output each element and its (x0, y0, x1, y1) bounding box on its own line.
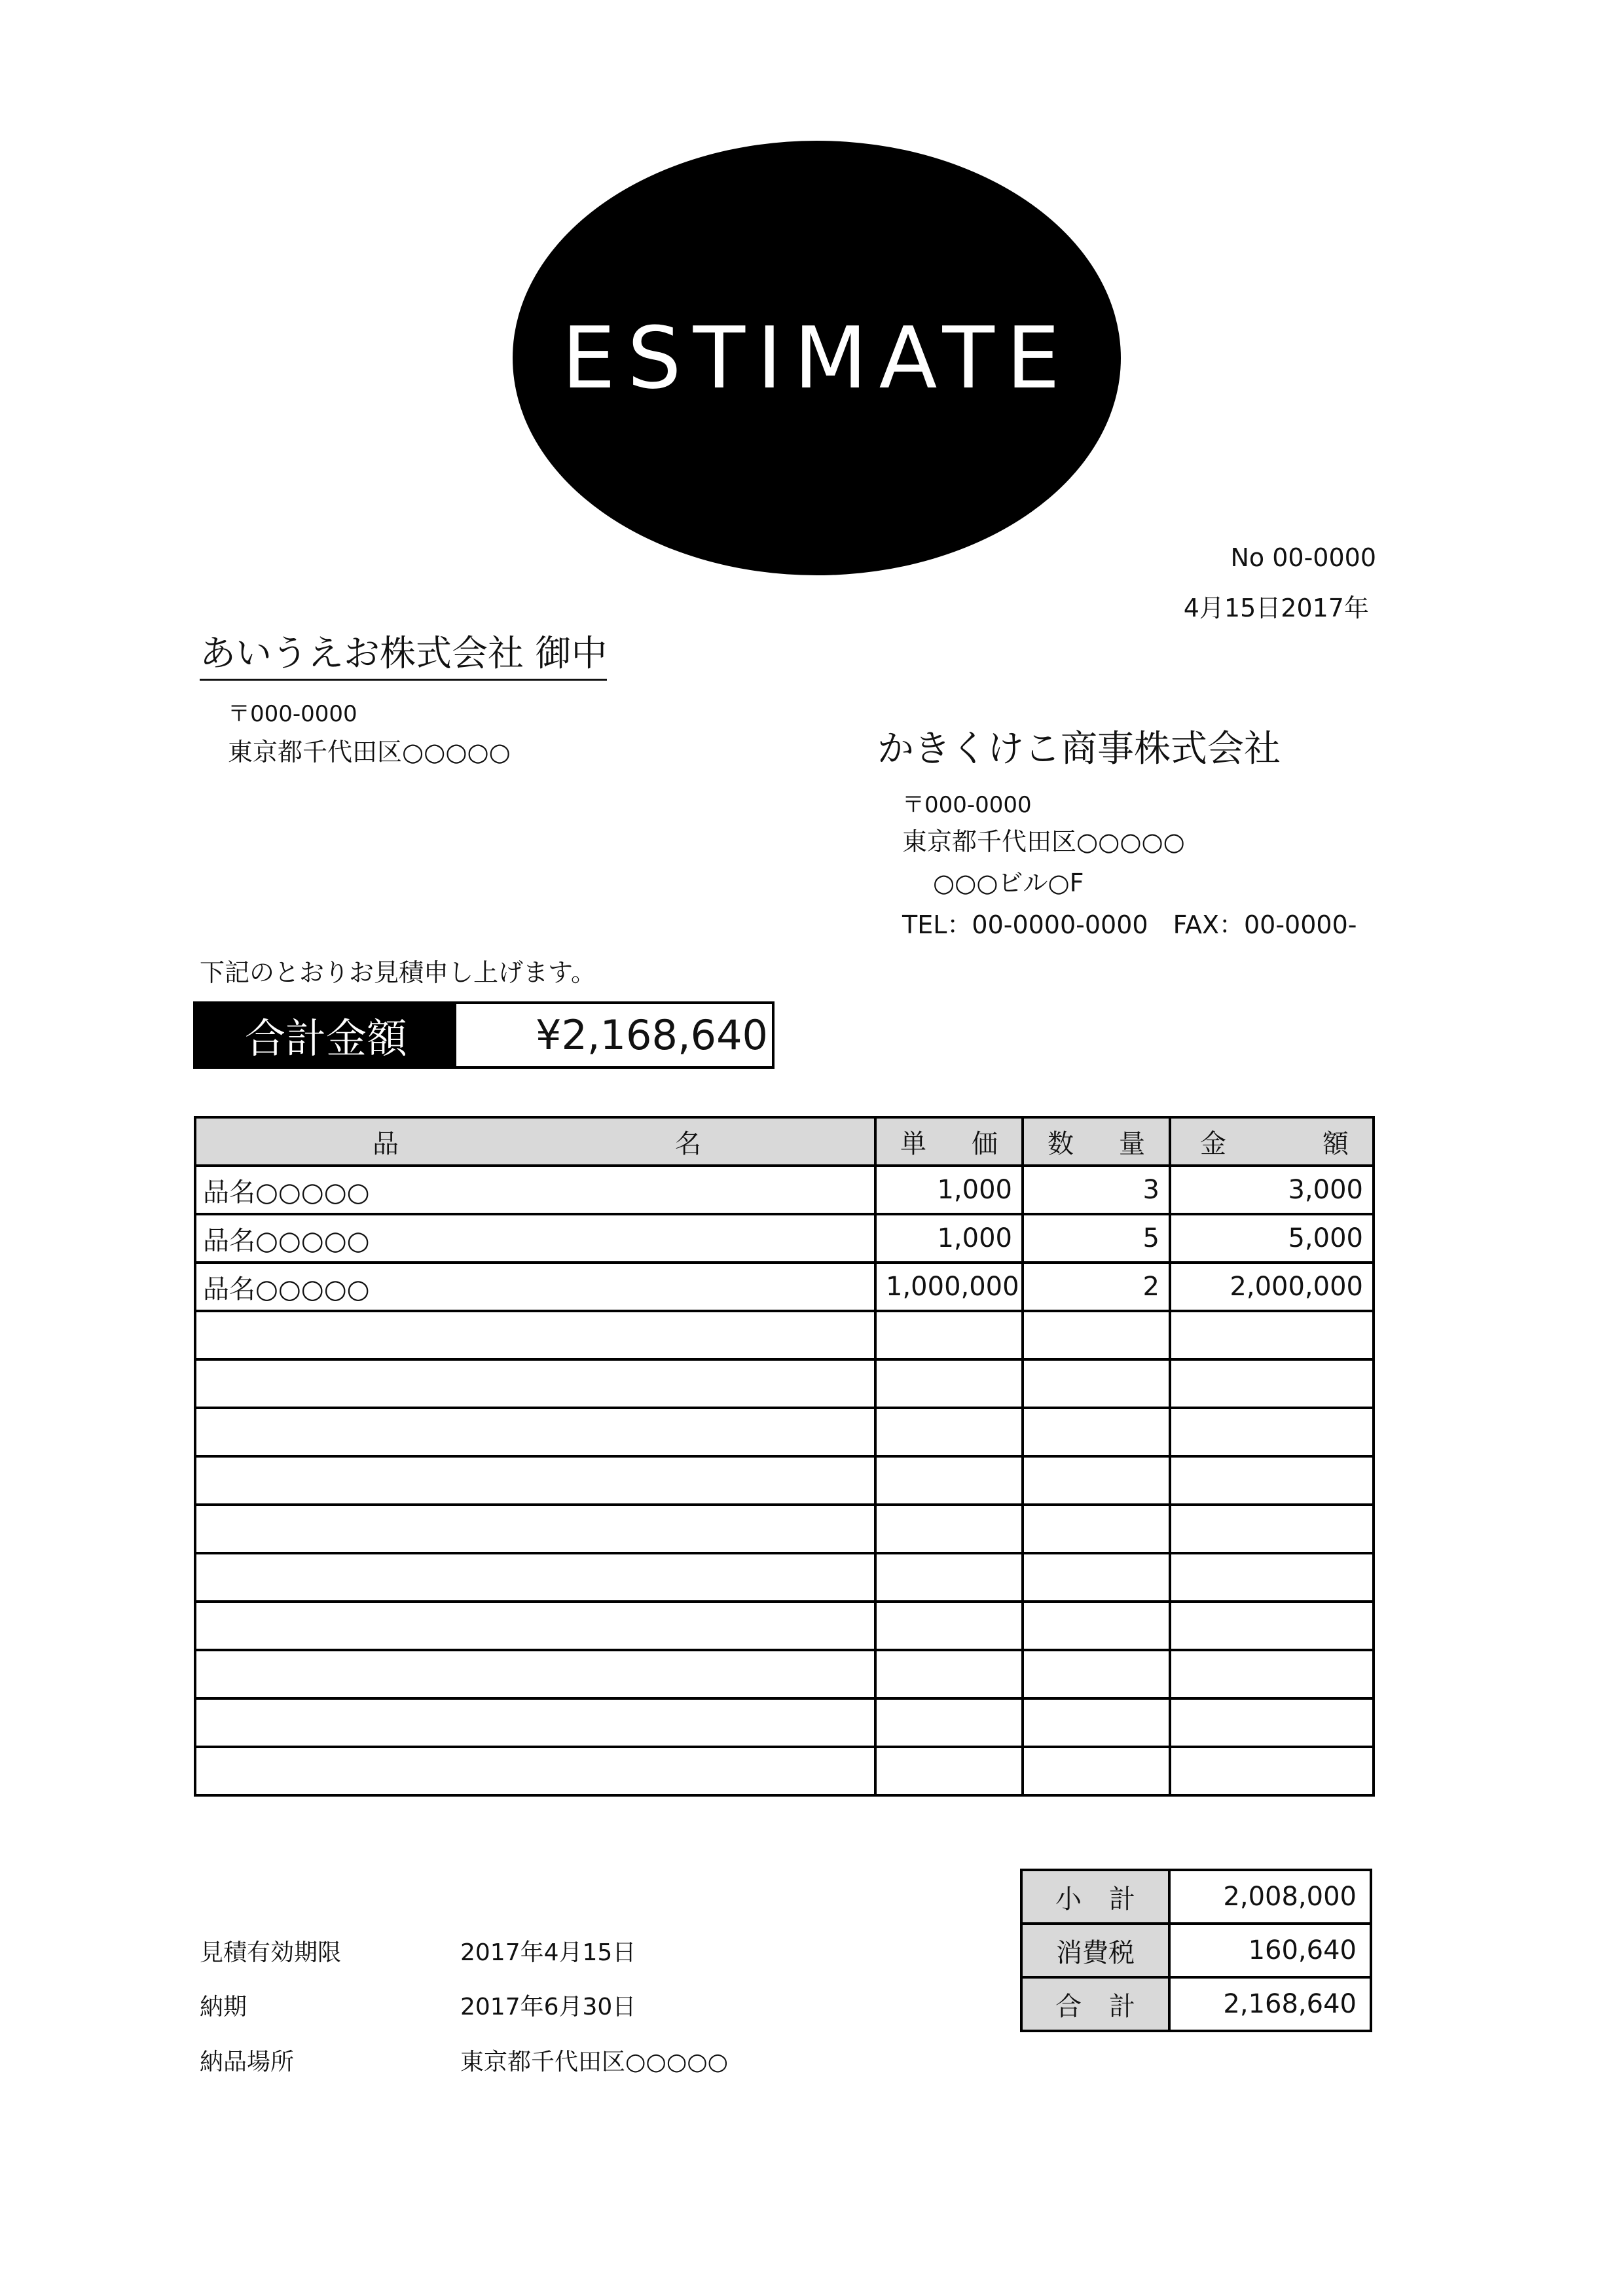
total-amount-box (193, 1001, 775, 1069)
header-quantity-char2: 量 (1119, 1128, 1145, 1159)
delivery-label: 納期 (200, 1994, 247, 2020)
header-item-name (195, 1117, 875, 1166)
subtotal-label-char1: 小 (1055, 1884, 1082, 1914)
table-row-empty (195, 1602, 1374, 1650)
delivery-place-label: 納品場所 (200, 2049, 295, 2075)
table-row (195, 1263, 1374, 1311)
tax-label: 消費税 (1021, 1924, 1169, 1977)
summary-table (1020, 1869, 1372, 2032)
intro-text: 下記のとおりお見積申し上げます。 (200, 958, 596, 987)
grand-total-label-char2: 計 (1109, 1991, 1135, 2022)
header-amount-char1: 金 (1200, 1128, 1226, 1159)
item-amount: 3,000 (1170, 1166, 1374, 1214)
header-unit-price (875, 1117, 1023, 1166)
subtotal-label-char2: 計 (1109, 1884, 1135, 1914)
table-row-empty (195, 1359, 1374, 1408)
item-unit-price: 1,000 (875, 1166, 1023, 1214)
document-number: No 00-0000 (1230, 543, 1376, 572)
header-unit-price-char2: 価 (972, 1128, 998, 1159)
table-row-empty (195, 1650, 1374, 1698)
client-address: 東京都千代田区○○○○○ (228, 738, 511, 766)
tax-value: 160,640 (1169, 1924, 1371, 1977)
header-quantity (1023, 1117, 1170, 1166)
header-amount-char2: 額 (1322, 1128, 1349, 1159)
header-item-name-char2: 名 (675, 1128, 701, 1159)
table-header-row (195, 1117, 1374, 1166)
header-amount (1170, 1117, 1374, 1166)
subtotal-value: 2,008,000 (1169, 1870, 1371, 1924)
validity-label: 見積有効期限 (200, 1939, 342, 1966)
document-date: 4月15日2017年 (1183, 594, 1369, 622)
item-name: 品名○○○○○ (195, 1263, 875, 1311)
item-quantity: 3 (1023, 1166, 1170, 1214)
validity-value: 2017年4月15日 (460, 1939, 636, 1966)
grand-total-label-char1: 合 (1055, 1991, 1082, 2022)
item-quantity: 5 (1023, 1214, 1170, 1263)
item-amount: 5,000 (1170, 1214, 1374, 1263)
issuer-name: かきくけこ商事株式会社 (877, 728, 1281, 770)
issuer-building: ○○○ビル○F (933, 869, 1084, 897)
table-row-empty (195, 1747, 1374, 1795)
header-unit-price-char1: 単 (900, 1128, 926, 1159)
table-row (195, 1214, 1374, 1263)
table-row-empty (195, 1408, 1374, 1456)
item-name: 品名○○○○○ (195, 1214, 875, 1263)
item-amount: 2,000,000 (1170, 1263, 1374, 1311)
table-row-empty (195, 1553, 1374, 1602)
items-table (194, 1116, 1375, 1797)
delivery-place-value: 東京都千代田区○○○○○ (460, 2049, 729, 2075)
total-amount-value: ¥2,168,640 (536, 1011, 768, 1059)
issuer-address: 東京都千代田区○○○○○ (902, 827, 1185, 856)
table-row-empty (195, 1311, 1374, 1359)
issuer-contact: TEL：00-0000-0000 FAX：00-0000- (902, 910, 1357, 939)
issuer-postal: 〒000-0000 (902, 792, 1032, 818)
total-amount-label: 合計金額 (196, 1004, 456, 1066)
logo-text: ESTIMATE (562, 308, 1072, 408)
header-item-name-char1: 品 (373, 1128, 399, 1159)
header-quantity-char1: 数 (1048, 1128, 1074, 1159)
item-name: 品名○○○○○ (195, 1166, 875, 1214)
item-unit-price: 1,000,000 (875, 1263, 1023, 1311)
table-row-empty (195, 1505, 1374, 1553)
subtotal-row (1021, 1870, 1371, 1924)
item-quantity: 2 (1023, 1263, 1170, 1311)
estimate-logo (513, 141, 1121, 575)
delivery-value: 2017年6月30日 (460, 1994, 636, 2020)
table-row-empty (195, 1698, 1374, 1747)
table-row (195, 1166, 1374, 1214)
tax-row (1021, 1924, 1371, 1977)
grand-total-row (1021, 1977, 1371, 2031)
client-postal: 〒000-0000 (228, 701, 357, 727)
grand-total-label (1021, 1977, 1169, 2031)
subtotal-label (1021, 1870, 1169, 1924)
grand-total-value: 2,168,640 (1169, 1977, 1371, 2031)
item-unit-price: 1,000 (875, 1214, 1023, 1263)
table-row-empty (195, 1456, 1374, 1505)
client-name: あいうえお株式会社 御中 (200, 632, 607, 681)
